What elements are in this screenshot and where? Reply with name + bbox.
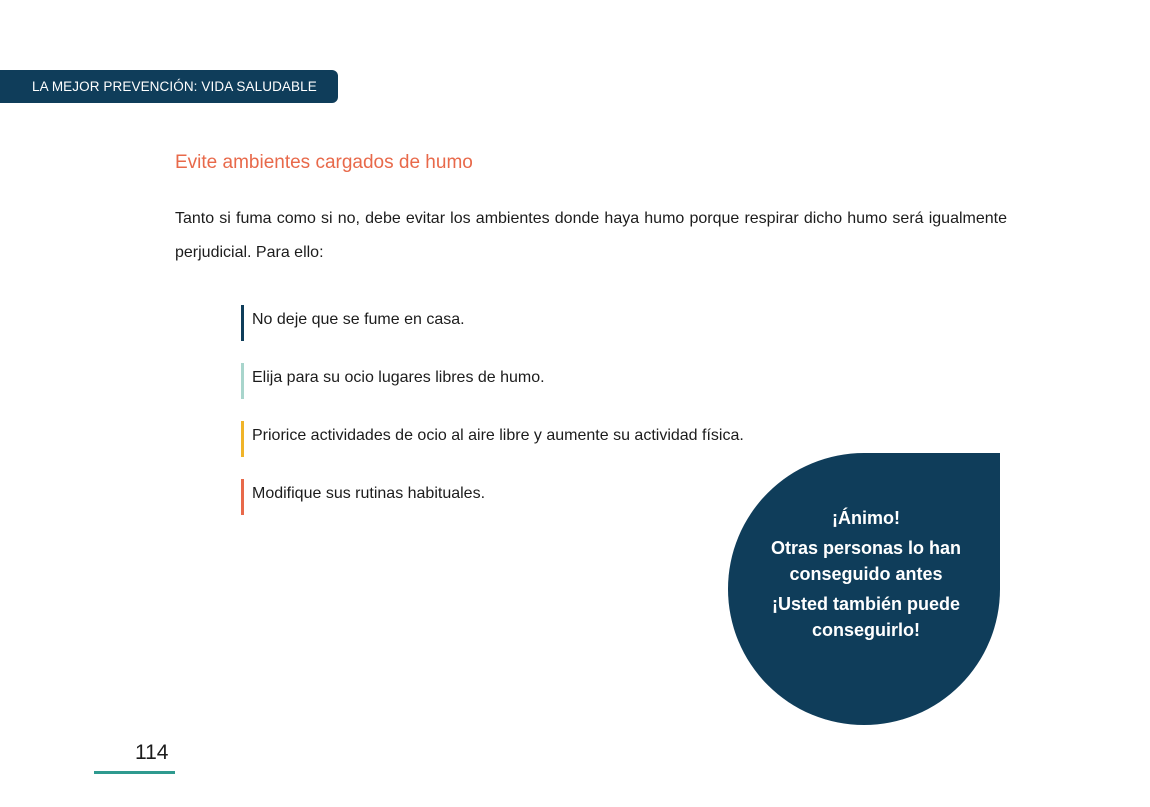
section-header-label: LA MEJOR PREVENCIÓN: VIDA SALUDABLE bbox=[32, 79, 317, 94]
callout-closing: ¡Usted también puede conseguirlo! bbox=[771, 594, 961, 640]
page-number: 114 bbox=[135, 741, 169, 764]
tip-item-smoke-free-home bbox=[241, 305, 744, 341]
callout-text-block bbox=[768, 505, 964, 647]
intro-paragraph: Tanto si fuma como si no, debe evitar los ambientes donde haya humo porque respirar dicho humo será igualmente perjudicial. Para ello: bbox=[175, 210, 1007, 261]
tip-text: Priorice actividades de ocio al aire libre y aumente su actividad física. bbox=[252, 427, 744, 444]
tip-accent-bar bbox=[241, 421, 244, 457]
callout-heading: ¡Ánimo! bbox=[832, 508, 900, 528]
tip-accent-bar bbox=[241, 479, 244, 515]
section-header-bar bbox=[0, 70, 338, 103]
encouragement-callout bbox=[728, 453, 1000, 725]
tip-item-outdoor-activities bbox=[241, 421, 744, 457]
tip-accent-bar bbox=[241, 305, 244, 341]
tip-accent-bar bbox=[241, 363, 244, 399]
tip-text: Modifique sus rutinas habituales. bbox=[252, 485, 486, 502]
callout-message: Otras personas lo han conseguido antes bbox=[770, 538, 962, 584]
tip-text: No deje que se fume en casa. bbox=[252, 311, 465, 328]
page-number-underline bbox=[94, 771, 175, 774]
section-title: Evite ambientes cargados de humo bbox=[175, 152, 473, 173]
tips-list bbox=[241, 305, 744, 537]
tip-item-change-routines bbox=[241, 479, 744, 515]
tip-text: Elija para su ocio lugares libres de humo. bbox=[252, 369, 545, 386]
tip-item-smoke-free-places bbox=[241, 363, 744, 399]
